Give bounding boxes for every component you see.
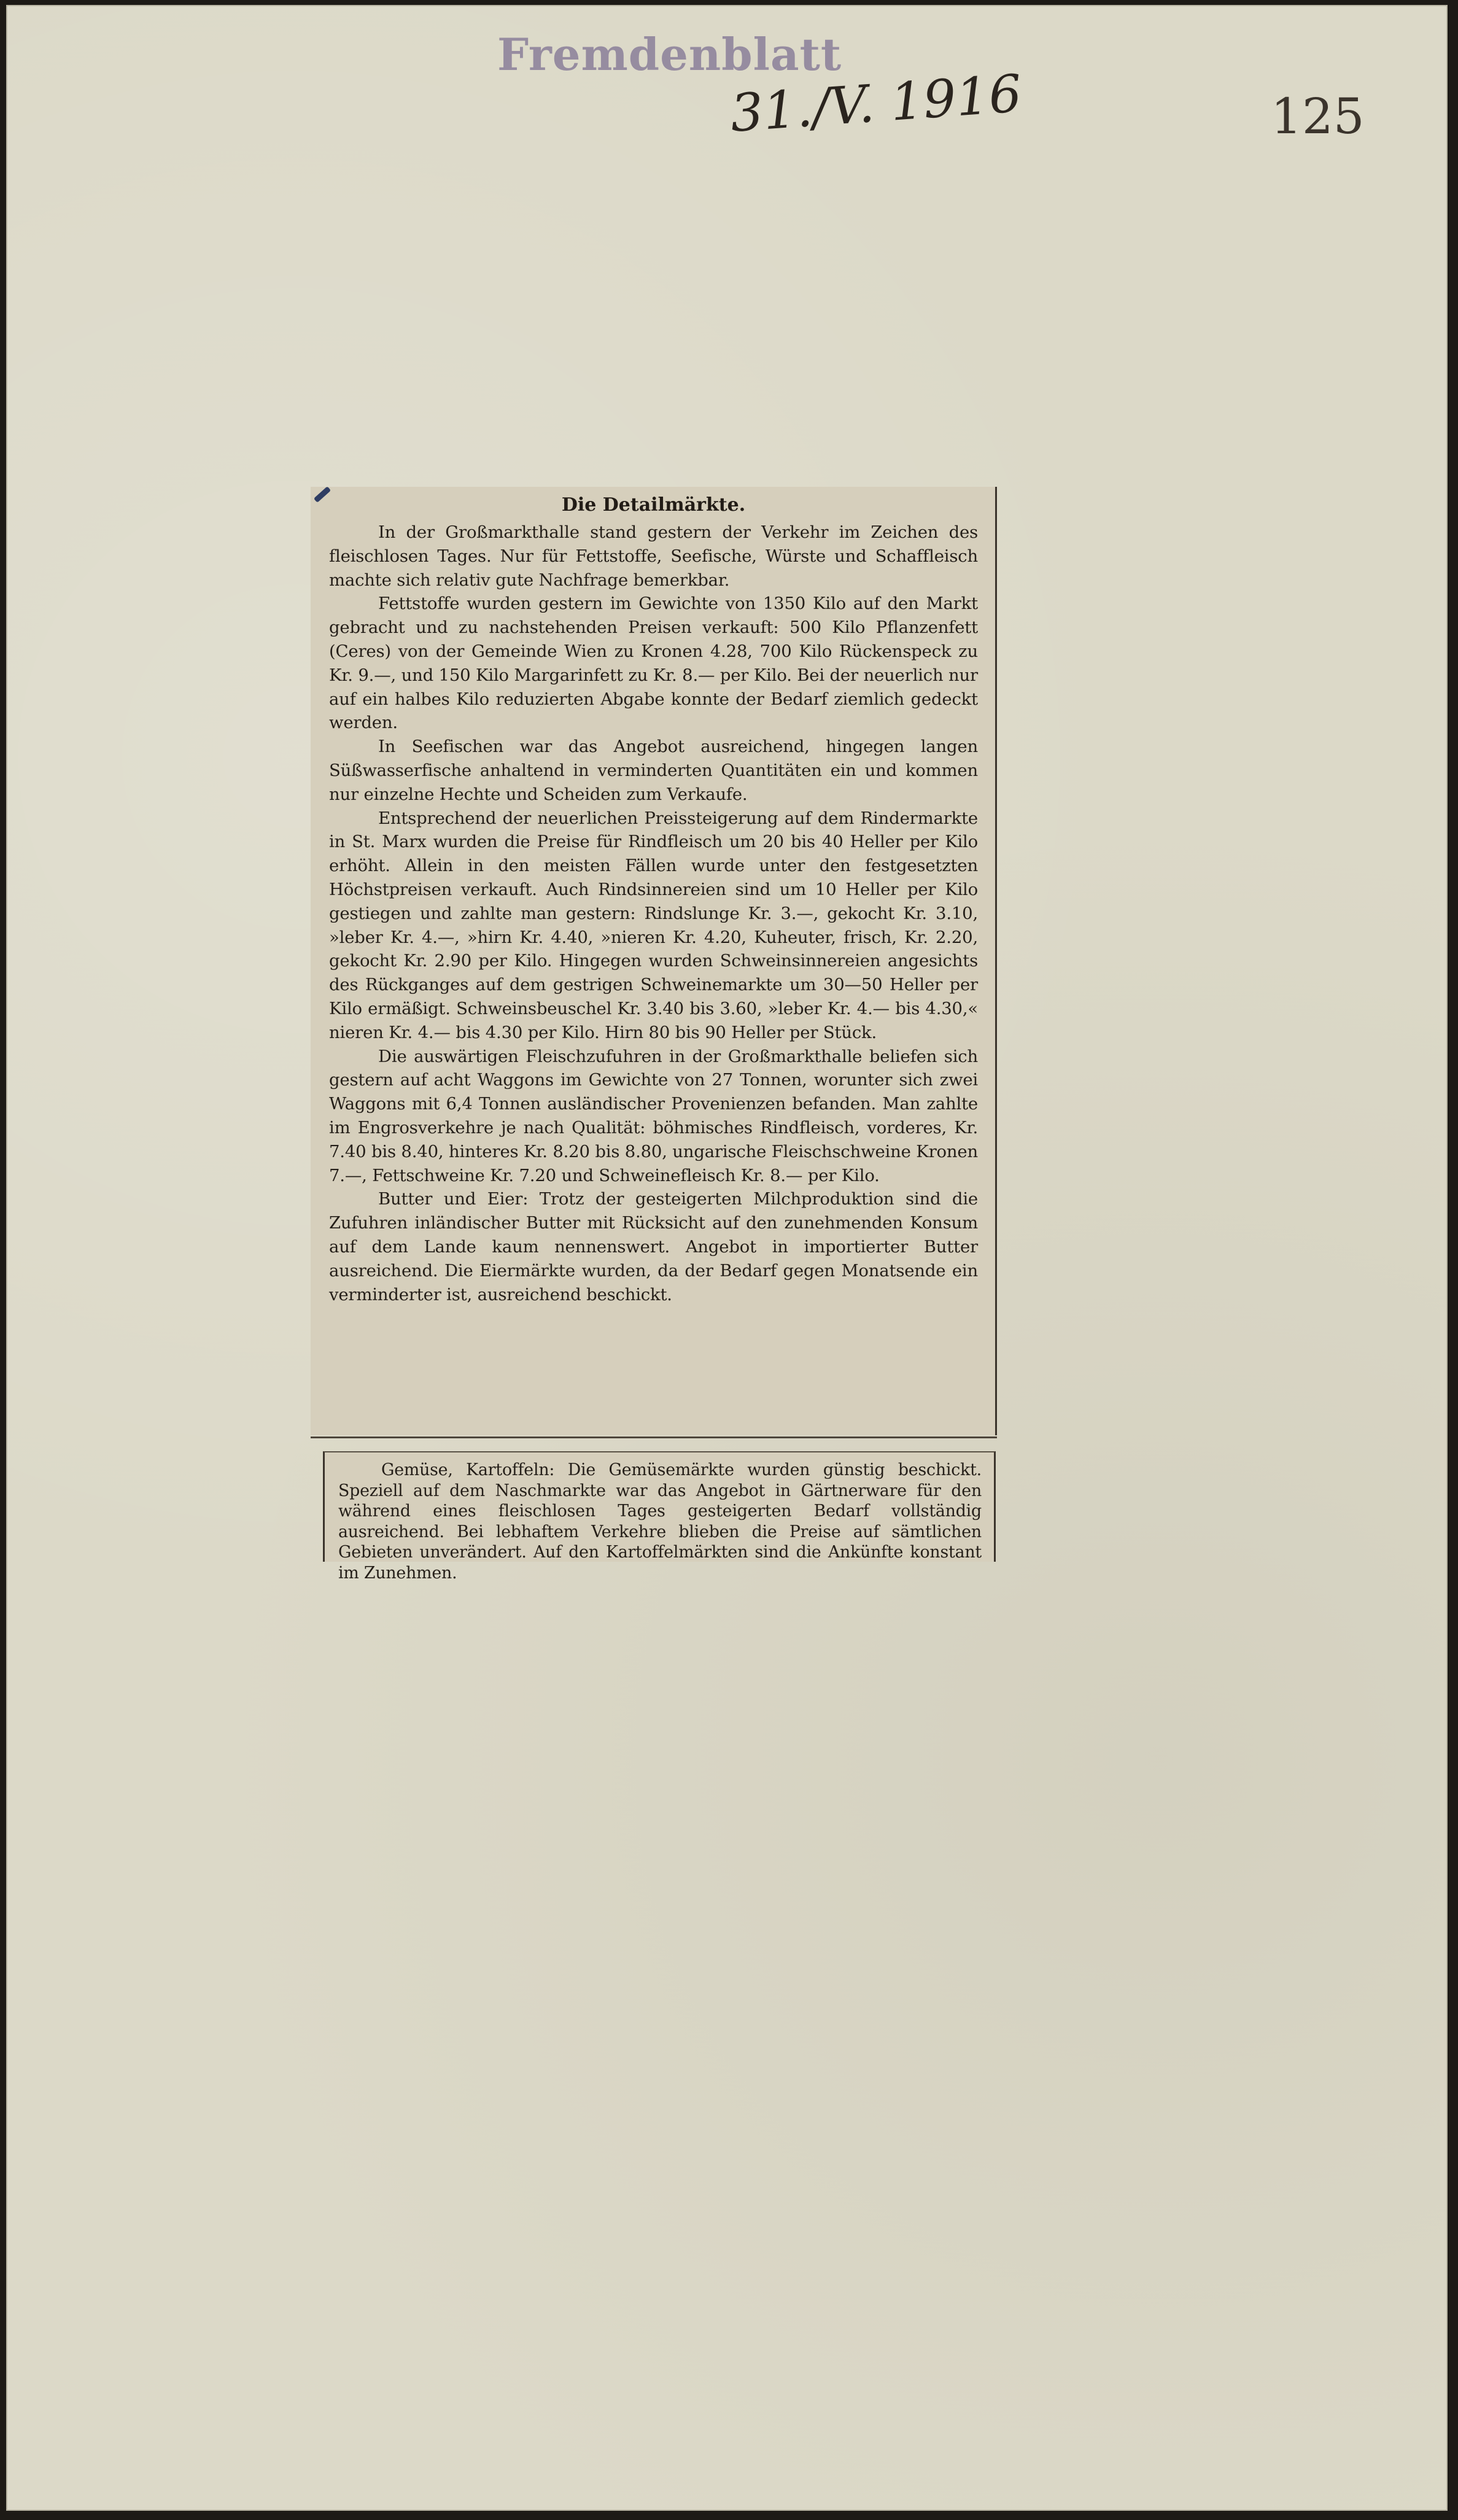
article-continuation: Gemüse, Kartoffeln: Die Gemüsemärkte wurden günstig beschickt. Speziell auf dem Naschmarkte war das Angebot in Gärtnerware für den während eines fleischlosen Tages gesteigerten Bedarf vollständig ausreichend. Bei lebhaftem Verkehre blieben die Preise auf sämtlichen Gebieten unverändert. Auf den Kartoffelmärkten sind die Ankünfte konstant im Zunehmen. bbox=[338, 1460, 982, 1583]
newspaper-clipping-main bbox=[311, 487, 997, 1435]
article-paragraph: Die auswärtigen Fleischzufuhren in der Großmarkthalle beliefen sich gestern auf acht Waggons im Gewichte von 27 Tonnen, worunter sich zwei Waggons mit 6,4 Tonnen ausländischer Provenienzen befanden. Man zahlte im Engrosverkehre je nach Qualität: böhmisches Rindfleisch, vorderes, Kr. 7.40 bis 8.40, hinteres Kr. 8.20 bis 8.80, ungarische Fleischschweine Kronen 7.—, Fettschweine Kr. 7.20 und Schweinefleisch Kr. 8.— per Kilo. bbox=[329, 1046, 978, 1185]
article-paragraph: Fettstoffe wurden gestern im Gewichte von 1350 Kilo auf den Markt gebracht und zu nachstehenden Preisen verkauft: 500 Kilo Pflanzenfett (Ceres) von der Gemeinde Wien zu Kronen 4.28, 700 Kilo Rückenspeck zu Kr. 9.—, und 150 Kilo Margarinfett zu Kr. 8.— per Kilo. Bei der neuerlich nur auf ein halbes Kilo reduzierten Abgabe konnte der Bedarf ziemlich gedeckt werden. bbox=[329, 594, 978, 733]
article-paragraph: Entsprechend der neuerlichen Preissteigerung auf dem Rindermarkte in St. Marx wurden die Preise für Rindfleisch um 20 bis 40 Heller per Kilo erhöht. Allein in den meisten Fällen wurde unter den festgesetzten Höchstpreisen verkauft. Auch Rindsinnereien sind um 10 Heller per Kilo gestiegen und zahlte man gestern: Rindslunge Kr. 3.—, gekocht Kr. 3.10, »leber Kr. 4.—, »hirn Kr. 4.40, »nieren Kr. 4.20, Kuheuter, frisch, Kr. 2.20, gekocht Kr. 2.90 per Kilo. Hingegen wurden Schweinsinnereien angesichts des Rückganges auf dem gestrigen Schweinemarkte um 30—50 Heller per Kilo ermäßigt. Schweinsbeuschel Kr. 3.40 bis 3.60, »leber Kr. 4.— bis 4.30,« nieren Kr. 4.— bis 4.30 per Kilo. Hirn 80 bis 90 Heller per Stück. bbox=[329, 808, 978, 1042]
article-paragraph: Butter und Eier: Trotz der gesteigerten Milchproduktion sind die Zufuhren inländischer Butter mit Rücksicht auf den zunehmenden Konsum auf dem Lande kaum nennenswert. Angebot in importierter Butter ausreichend. Die Eiermärkte wurden, da der Bedarf gegen Monatsende ein verminderter ist, ausreichend beschickt. bbox=[329, 1189, 978, 1305]
article-paragraph: In Seefischen war das Angebot ausreichend, hingegen langen Süßwasserfische anhaltend in verminderten Quantitäten ein und kommen nur einzelne Hechte und Scheiden zum Verkaufe. bbox=[329, 737, 978, 804]
clipping-divider bbox=[311, 1436, 997, 1438]
handwritten-date: 31./V. 1916 bbox=[728, 63, 1024, 144]
pen-mark-icon bbox=[314, 486, 331, 503]
page-number: 125 bbox=[1271, 88, 1365, 145]
newspaper-stamp: Fremdenblatt bbox=[497, 28, 842, 80]
newspaper-clipping-continuation bbox=[323, 1451, 996, 1583]
article-title: Die Detailmärkte. bbox=[561, 494, 746, 516]
article-paragraph: In der Großmarkthalle stand gestern der Verkehr im Zeichen des fleischlosen Tages. Nur für Fettstoffe, Seefische, Würste und Schaffleisch machte sich relativ gute Nachfrage bemerkbar. bbox=[329, 522, 978, 590]
